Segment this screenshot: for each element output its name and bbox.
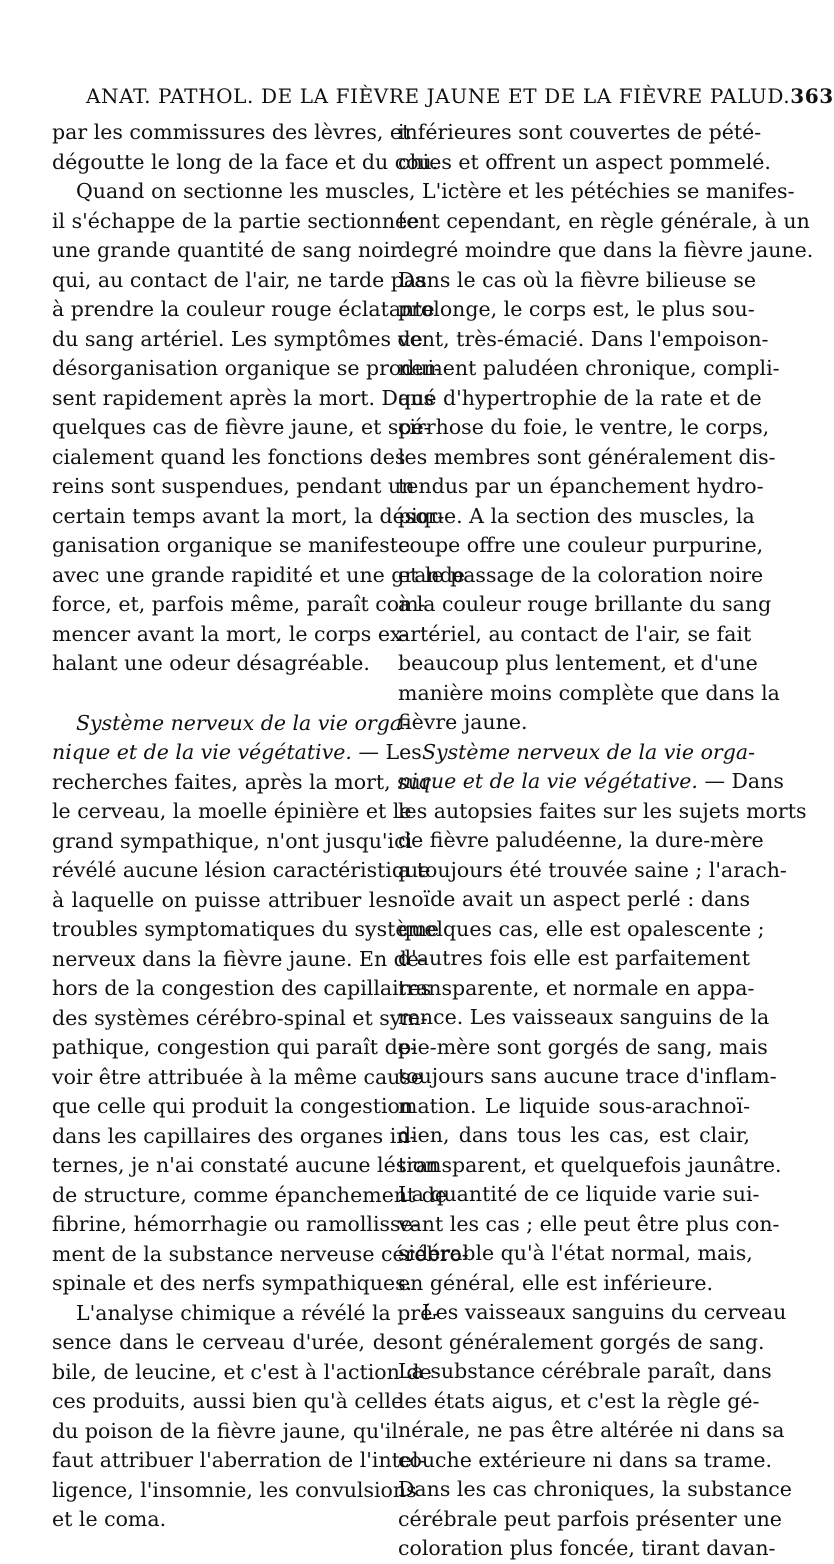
text-line: ces produits, aussi bien qu'à celle xyxy=(52,1389,404,1413)
text-line: Dans le cas où la fièvre bilieuse se xyxy=(398,267,756,292)
text-line: d'autres fois elle est parfaitement xyxy=(398,946,750,970)
text-line: Dans les cas chroniques, la substance xyxy=(398,1477,792,1501)
text-line: force, et, parfois même, paraît com- xyxy=(52,592,426,616)
text-line: sidérable qu'à l'état normal, mais, xyxy=(398,1241,753,1265)
text-line: inférieures sont couvertes de pété- xyxy=(398,120,762,144)
text-line: ligence, l'insomnie, les convulsions xyxy=(52,1477,417,1502)
text-line: L'analyse chimique a révélé la pré- xyxy=(76,1300,440,1325)
text-line: halant une odeur désagréable. xyxy=(52,651,370,675)
text-line: les membres sont généralement dis- xyxy=(398,444,776,469)
text-line: à laquelle on puisse attribuer les xyxy=(52,887,398,912)
text-line: que celle qui produit la congestion xyxy=(52,1094,414,1118)
text-line: ternes, je n'ai constaté aucune lésion xyxy=(52,1153,439,1177)
text-line: des systèmes cérébro-spinal et sym- xyxy=(52,1005,428,1030)
text-line: cialement quand les fonctions des xyxy=(52,444,406,469)
text-line: mencer avant la mort, le corps ex- xyxy=(52,621,409,646)
text-line: La substance cérébrale paraît, dans xyxy=(398,1359,772,1383)
text-line: nérale, ne pas être altérée ni dans sa xyxy=(398,1418,785,1442)
text-line: rence. Les vaisseaux sanguins de la xyxy=(398,1005,770,1029)
text-line: quelques cas de fièvre jaune, et spé- xyxy=(52,415,431,439)
text-line: noïde avait un aspect perlé : dans xyxy=(398,887,750,911)
text-line: par les commissures des lèvres, et xyxy=(52,120,411,144)
text-line: qué d'hypertrophie de la rate et de xyxy=(398,385,762,410)
section-heading-italic: nique et de la vie végétative. xyxy=(52,740,352,764)
text-line: degré moindre que dans la fièvre jaune. xyxy=(398,238,814,262)
text-line: pathique, congestion qui paraît de- xyxy=(52,1035,417,1059)
text-line: vant les cas ; elle peut être plus con- xyxy=(398,1211,780,1236)
text-line: en général, elle est inférieure. xyxy=(398,1270,713,1295)
text-line: de structure, comme épanchement de xyxy=(52,1182,448,1207)
text-line: le cerveau, la moelle épinière et le xyxy=(52,799,412,823)
text-line: vent, très-émacié. Dans l'empoison- xyxy=(398,326,769,351)
text-line: sence dans le cerveau d'urée, de xyxy=(52,1330,398,1354)
text-line: nement paludéen chronique, compli- xyxy=(398,356,780,380)
text-line: tent cependant, en règle générale, à un xyxy=(398,208,810,233)
text-line: et le passage de la coloration noire xyxy=(398,562,764,587)
section-heading-italic: nique et de la vie végétative. xyxy=(398,769,698,793)
text-line: toujours sans aucune trace d'inflam- xyxy=(398,1064,777,1088)
text-line: fièvre jaune. xyxy=(398,710,528,734)
text-line xyxy=(398,767,784,797)
text-line: qui, au contact de l'air, ne tarde pas xyxy=(52,267,427,292)
text-line: pie-mère sont gorgés de sang, mais xyxy=(398,1034,768,1059)
text-line: ment de la substance nerveuse cérébro- xyxy=(52,1241,469,1266)
text-line: révélé aucune lésion caractéristique xyxy=(52,858,431,882)
text-line: artériel, au contact de l'air, se fait xyxy=(398,621,752,646)
right-text-column xyxy=(398,118,814,1564)
text-line: beaucoup plus lentement, et d'une xyxy=(398,651,758,675)
text-line: Système nerveux de la vie orga- xyxy=(422,739,755,764)
text-line: pique. A la section des muscles, la xyxy=(398,503,755,528)
text-line: bile, de leucine, et c'est à l'action de xyxy=(52,1359,432,1384)
text-line: et le coma. xyxy=(52,1507,167,1531)
text-line: tendus par un épanchement hydro- xyxy=(398,474,764,498)
text-line: dans les capillaires des organes in- xyxy=(52,1123,417,1148)
text-fragment: — Les xyxy=(351,740,422,764)
text-fragment: — Dans xyxy=(697,769,784,793)
text-line: une grande quantité de sang noir xyxy=(52,238,400,262)
text-line: cirrhose du foie, le ventre, le corps, xyxy=(398,415,770,439)
text-line: L'ictère et les pétéchies se manifes- xyxy=(422,179,795,203)
text-line: dégoutte le long de la face et du cou. xyxy=(52,149,439,174)
text-line: recherches faites, après la mort, sur xyxy=(52,769,431,794)
text-line: couche extérieure ni dans sa trame. xyxy=(398,1447,773,1472)
page-number: 363 xyxy=(790,84,834,108)
text-line: sont généralement gorgés de sang. xyxy=(398,1329,765,1354)
text-line: transparent, et quelquefois jaunâtre. xyxy=(398,1152,782,1177)
text-line: sent rapidement après la mort. Dans xyxy=(52,385,434,410)
text-line: du sang artériel. Les symptômes de xyxy=(52,326,423,351)
text-line: faut attribuer l'aberration de l'intel- xyxy=(52,1448,426,1472)
text-line: coupe offre une couleur purpurine, xyxy=(398,533,764,557)
text-line: à prendre la couleur rouge éclatante xyxy=(52,297,435,321)
text-line: spinale et des nerfs sympathiques. xyxy=(52,1271,413,1295)
text-line: a toujours été trouvée saine ; l'arach- xyxy=(398,857,787,882)
text-line: hors de la congestion des capillaires xyxy=(52,976,432,1000)
text-line: quelques cas, elle est opalescente ; xyxy=(398,916,765,941)
text-line: Système nerveux de la vie orga- xyxy=(76,710,409,735)
text-line: certain temps avant la mort, la désor- xyxy=(52,503,445,528)
text-line: mation. Le liquide sous-arachnoï- xyxy=(398,1093,750,1118)
text-line: troubles symptomatiques du système xyxy=(52,917,440,941)
text-line: reins sont suspendues, pendant un xyxy=(52,474,415,498)
text-line: voir être attribuée à la même cause xyxy=(52,1064,424,1089)
text-line: transparente, et normale en appa- xyxy=(398,975,755,1000)
text-line xyxy=(52,738,422,768)
text-line: grand sympathique, n'ont jusqu'ici xyxy=(52,828,413,853)
text-line: ganisation organique se manifeste xyxy=(52,533,411,557)
text-line: il s'échappe de la partie sectionnée xyxy=(52,208,420,233)
text-line: nerveux dans la fièvre jaune. En de- xyxy=(52,946,426,971)
text-line: Les vaisseaux sanguins du cerveau xyxy=(422,1300,787,1324)
text-line: les autopsies faites sur les sujets morts xyxy=(398,798,807,823)
text-line: coloration plus foncée, tirant davan- xyxy=(398,1536,776,1560)
text-line: à la couleur rouge brillante du sang xyxy=(398,592,772,616)
text-line: désorganisation organique se produi- xyxy=(52,356,442,380)
text-line: La quantité de ce liquide varie sui- xyxy=(398,1182,760,1206)
text-line: les états aigus, et c'est la règle gé- xyxy=(398,1388,760,1413)
text-line: avec une grande rapidité et une grande xyxy=(52,562,465,587)
running-title: ANAT. PATHOL. DE LA FIÈVRE JAUNE ET DE LA FIÈVRE PALUD. xyxy=(86,84,791,108)
text-line: prolonge, le corps est, le plus sou- xyxy=(398,297,755,321)
text-line: dien, dans tous les cas, est clair, xyxy=(398,1123,750,1147)
text-line: de fièvre paludéenne, la dure-mère xyxy=(398,828,764,852)
text-line: fibrine, hémorrhagie ou ramollisse- xyxy=(52,1212,420,1236)
text-line: Quand on sectionne les muscles, xyxy=(76,179,416,203)
text-line: chies et offrent un aspect pommelé. xyxy=(398,149,771,174)
text-line: cérébrale peut parfois présenter une xyxy=(398,1506,782,1531)
text-line: du poison de la fièvre jaune, qu'il xyxy=(52,1418,398,1443)
text-line: manière moins complète que dans la xyxy=(398,680,780,705)
left-text-column xyxy=(52,118,469,1535)
running-header xyxy=(86,78,834,114)
